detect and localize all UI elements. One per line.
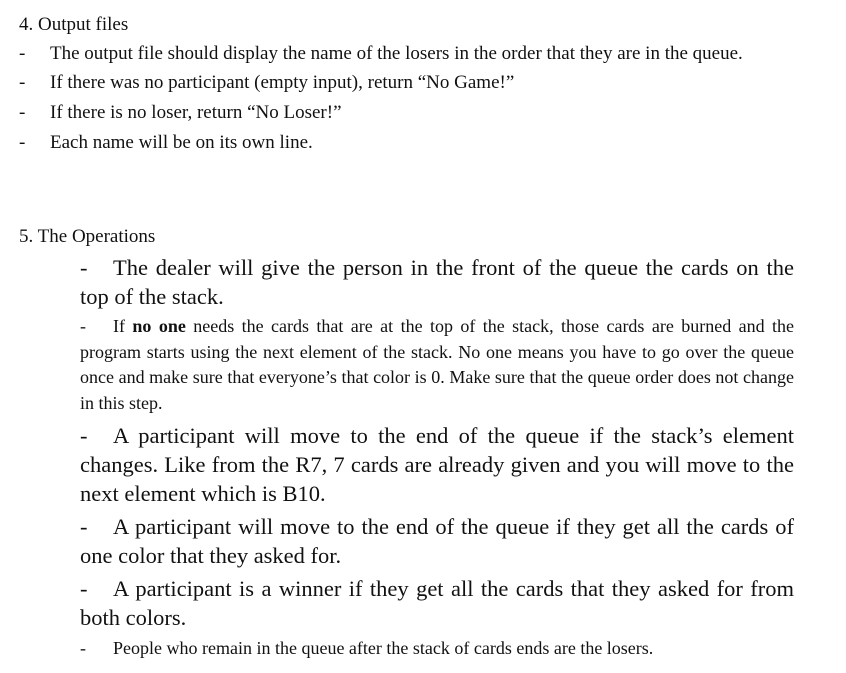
operation-item: [80, 253, 794, 311]
section-4-heading: 4. Output files: [19, 14, 129, 35]
operation-text: A participant will move to the end of the queue if the stack’s element changes. Like from the R7, 7 cards are already given and you will move to the next element which is B10.: [80, 423, 794, 506]
output-rule-text: If there was no participant (empty input), return “No Game!”: [50, 72, 515, 93]
operation-item: [80, 512, 794, 570]
operation-item: [80, 574, 794, 632]
operation-text: A participant will move to the end of the queue if they get all the cards of one color that they asked for.: [80, 514, 794, 568]
bullet-dash: -: [80, 576, 88, 601]
output-rule-text: If there is no loser, return “No Loser!”: [50, 102, 342, 123]
bullet-dash: -: [80, 316, 86, 336]
operation-text-emphasis: no one: [132, 316, 186, 336]
operation-item: [80, 636, 794, 662]
operation-text-post: needs the cards that are at the top of the stack, those cards are burned and the program starts using the next element of the stack. No one means you have to go over the queue once and make sure that everyone’s that color is 0. Make sure that the queue order does not change in this step.: [80, 316, 794, 413]
section-5-heading: 5. The Operations: [19, 226, 156, 247]
bullet-dash: -: [80, 255, 88, 280]
output-rule-text: The output file should display the name of the losers in the order that they are in the queue.: [50, 43, 743, 64]
output-rule-text: Each name will be on its own line.: [50, 132, 313, 153]
bullet-dash: -: [19, 102, 26, 123]
bullet-dash: -: [19, 43, 26, 64]
operation-text: People who remain in the queue after the stack of cards ends are the losers.: [113, 638, 654, 658]
operation-text: The dealer will give the person in the front of the queue the cards on the top of the stack.: [80, 255, 794, 309]
operation-text-pre: If: [113, 316, 133, 336]
bullet-dash: -: [80, 638, 86, 658]
bullet-dash: -: [19, 72, 26, 93]
operation-item: [80, 421, 794, 508]
operation-text: A participant is a winner if they get all the cards that they asked for from both colors.: [80, 576, 794, 630]
bullet-dash: -: [80, 514, 88, 539]
bullet-dash: -: [80, 423, 88, 448]
operation-item: [80, 314, 794, 416]
bullet-dash: -: [19, 132, 26, 153]
